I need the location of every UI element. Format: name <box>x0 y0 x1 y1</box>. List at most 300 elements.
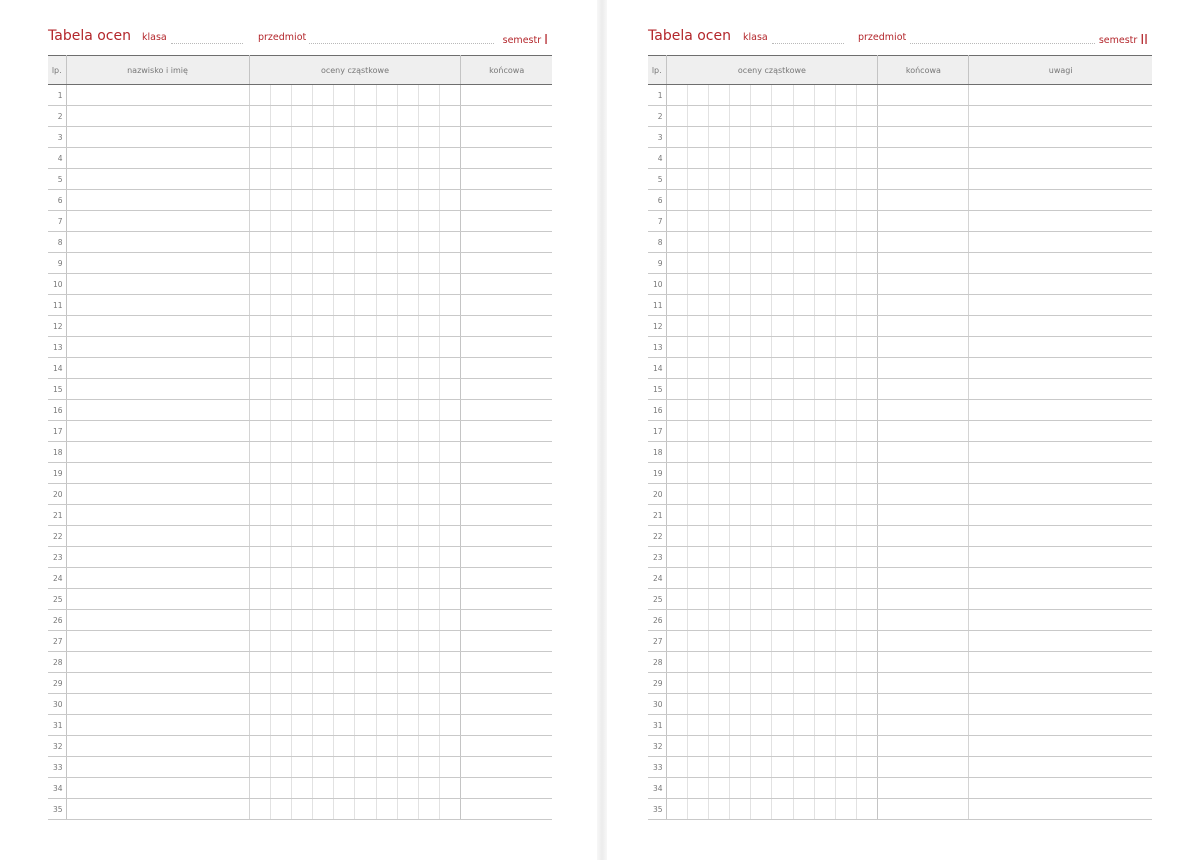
partial-grade-cell[interactable] <box>772 232 793 253</box>
partial-grade-cell[interactable] <box>772 463 793 484</box>
partial-grade-cell[interactable] <box>708 421 729 442</box>
name-cell[interactable] <box>66 148 249 169</box>
partial-grade-cell[interactable] <box>376 232 397 253</box>
final-grade-cell[interactable] <box>878 190 969 211</box>
partial-grade-cell[interactable] <box>751 799 772 820</box>
partial-grade-cell[interactable] <box>708 85 729 106</box>
final-grade-cell[interactable] <box>878 316 969 337</box>
partial-grade-cell[interactable] <box>440 358 461 379</box>
final-grade-cell[interactable] <box>461 799 552 820</box>
partial-grade-cell[interactable] <box>708 799 729 820</box>
final-grade-cell[interactable] <box>878 253 969 274</box>
partial-grade-cell[interactable] <box>440 694 461 715</box>
partial-grade-cell[interactable] <box>814 484 835 505</box>
partial-grade-cell[interactable] <box>814 295 835 316</box>
partial-grade-cell[interactable] <box>334 358 355 379</box>
partial-grade-cell[interactable] <box>313 526 334 547</box>
partial-grade-cell[interactable] <box>836 232 857 253</box>
partial-grade-cell[interactable] <box>249 316 270 337</box>
final-grade-cell[interactable] <box>461 169 552 190</box>
final-grade-cell[interactable] <box>878 421 969 442</box>
partial-grade-cell[interactable] <box>419 799 440 820</box>
partial-grade-cell[interactable] <box>291 106 312 127</box>
partial-grade-cell[interactable] <box>270 505 291 526</box>
partial-grade-cell[interactable] <box>440 463 461 484</box>
partial-grade-cell[interactable] <box>270 778 291 799</box>
partial-grade-cell[interactable] <box>291 652 312 673</box>
final-grade-cell[interactable] <box>461 673 552 694</box>
name-cell[interactable] <box>66 442 249 463</box>
partial-grade-cell[interactable] <box>666 190 687 211</box>
partial-grade-cell[interactable] <box>249 232 270 253</box>
partial-grade-cell[interactable] <box>313 274 334 295</box>
notes-cell[interactable] <box>969 673 1152 694</box>
final-grade-cell[interactable] <box>461 526 552 547</box>
partial-grade-cell[interactable] <box>836 337 857 358</box>
name-cell[interactable] <box>66 211 249 232</box>
partial-grade-cell[interactable] <box>687 106 708 127</box>
partial-grade-cell[interactable] <box>291 127 312 148</box>
partial-grade-cell[interactable] <box>419 484 440 505</box>
partial-grade-cell[interactable] <box>730 610 751 631</box>
partial-grade-cell[interactable] <box>814 400 835 421</box>
partial-grade-cell[interactable] <box>397 526 418 547</box>
partial-grade-cell[interactable] <box>334 169 355 190</box>
partial-grade-cell[interactable] <box>440 190 461 211</box>
partial-grade-cell[interactable] <box>270 148 291 169</box>
partial-grade-cell[interactable] <box>730 505 751 526</box>
final-grade-cell[interactable] <box>878 589 969 610</box>
partial-grade-cell[interactable] <box>751 379 772 400</box>
partial-grade-cell[interactable] <box>355 652 376 673</box>
final-grade-cell[interactable] <box>461 337 552 358</box>
final-grade-cell[interactable] <box>878 232 969 253</box>
partial-grade-cell[interactable] <box>793 631 814 652</box>
partial-grade-cell[interactable] <box>814 757 835 778</box>
partial-grade-cell[interactable] <box>836 211 857 232</box>
partial-grade-cell[interactable] <box>270 673 291 694</box>
name-cell[interactable] <box>66 127 249 148</box>
partial-grade-cell[interactable] <box>249 547 270 568</box>
partial-grade-cell[interactable] <box>751 715 772 736</box>
partial-grade-cell[interactable] <box>355 148 376 169</box>
partial-grade-cell[interactable] <box>772 400 793 421</box>
partial-grade-cell[interactable] <box>376 484 397 505</box>
partial-grade-cell[interactable] <box>419 547 440 568</box>
partial-grade-cell[interactable] <box>313 694 334 715</box>
name-cell[interactable] <box>66 316 249 337</box>
partial-grade-cell[interactable] <box>666 316 687 337</box>
notes-cell[interactable] <box>969 799 1152 820</box>
partial-grade-cell[interactable] <box>249 778 270 799</box>
partial-grade-cell[interactable] <box>419 379 440 400</box>
partial-grade-cell[interactable] <box>355 190 376 211</box>
partial-grade-cell[interactable] <box>419 148 440 169</box>
final-grade-cell[interactable] <box>878 211 969 232</box>
partial-grade-cell[interactable] <box>687 442 708 463</box>
partial-grade-cell[interactable] <box>708 337 729 358</box>
partial-grade-cell[interactable] <box>857 169 878 190</box>
partial-grade-cell[interactable] <box>419 505 440 526</box>
partial-grade-cell[interactable] <box>772 694 793 715</box>
partial-grade-cell[interactable] <box>397 127 418 148</box>
partial-grade-cell[interactable] <box>836 715 857 736</box>
partial-grade-cell[interactable] <box>751 295 772 316</box>
name-cell[interactable] <box>66 85 249 106</box>
partial-grade-cell[interactable] <box>687 211 708 232</box>
partial-grade-cell[interactable] <box>376 610 397 631</box>
partial-grade-cell[interactable] <box>376 400 397 421</box>
partial-grade-cell[interactable] <box>313 736 334 757</box>
partial-grade-cell[interactable] <box>793 190 814 211</box>
partial-grade-cell[interactable] <box>751 736 772 757</box>
final-grade-cell[interactable] <box>461 190 552 211</box>
partial-grade-cell[interactable] <box>249 463 270 484</box>
partial-grade-cell[interactable] <box>355 274 376 295</box>
partial-grade-cell[interactable] <box>708 400 729 421</box>
partial-grade-cell[interactable] <box>666 211 687 232</box>
partial-grade-cell[interactable] <box>666 127 687 148</box>
partial-grade-cell[interactable] <box>440 253 461 274</box>
partial-grade-cell[interactable] <box>751 694 772 715</box>
partial-grade-cell[interactable] <box>687 148 708 169</box>
partial-grade-cell[interactable] <box>291 421 312 442</box>
partial-grade-cell[interactable] <box>730 547 751 568</box>
partial-grade-cell[interactable] <box>708 589 729 610</box>
partial-grade-cell[interactable] <box>857 337 878 358</box>
partial-grade-cell[interactable] <box>291 148 312 169</box>
notes-cell[interactable] <box>969 337 1152 358</box>
partial-grade-cell[interactable] <box>376 505 397 526</box>
partial-grade-cell[interactable] <box>751 400 772 421</box>
partial-grade-cell[interactable] <box>440 484 461 505</box>
partial-grade-cell[interactable] <box>814 547 835 568</box>
partial-grade-cell[interactable] <box>355 337 376 358</box>
partial-grade-cell[interactable] <box>814 316 835 337</box>
partial-grade-cell[interactable] <box>687 505 708 526</box>
notes-cell[interactable] <box>969 652 1152 673</box>
partial-grade-cell[interactable] <box>291 526 312 547</box>
partial-grade-cell[interactable] <box>857 253 878 274</box>
partial-grade-cell[interactable] <box>249 106 270 127</box>
partial-grade-cell[interactable] <box>793 799 814 820</box>
partial-grade-cell[interactable] <box>334 232 355 253</box>
partial-grade-cell[interactable] <box>751 757 772 778</box>
partial-grade-cell[interactable] <box>772 127 793 148</box>
partial-grade-cell[interactable] <box>419 652 440 673</box>
partial-grade-cell[interactable] <box>793 337 814 358</box>
partial-grade-cell[interactable] <box>291 169 312 190</box>
partial-grade-cell[interactable] <box>666 274 687 295</box>
partial-grade-cell[interactable] <box>772 253 793 274</box>
partial-grade-cell[interactable] <box>397 106 418 127</box>
partial-grade-cell[interactable] <box>313 463 334 484</box>
partial-grade-cell[interactable] <box>291 337 312 358</box>
final-grade-cell[interactable] <box>878 736 969 757</box>
partial-grade-cell[interactable] <box>666 421 687 442</box>
final-grade-cell[interactable] <box>461 589 552 610</box>
partial-grade-cell[interactable] <box>814 148 835 169</box>
partial-grade-cell[interactable] <box>376 127 397 148</box>
partial-grade-cell[interactable] <box>814 379 835 400</box>
name-cell[interactable] <box>66 484 249 505</box>
partial-grade-cell[interactable] <box>772 421 793 442</box>
partial-grade-cell[interactable] <box>313 148 334 169</box>
partial-grade-cell[interactable] <box>751 673 772 694</box>
partial-grade-cell[interactable] <box>397 85 418 106</box>
partial-grade-cell[interactable] <box>249 337 270 358</box>
name-cell[interactable] <box>66 295 249 316</box>
partial-grade-cell[interactable] <box>313 589 334 610</box>
partial-grade-cell[interactable] <box>440 85 461 106</box>
name-cell[interactable] <box>66 106 249 127</box>
partial-grade-cell[interactable] <box>249 148 270 169</box>
partial-grade-cell[interactable] <box>397 757 418 778</box>
partial-grade-cell[interactable] <box>376 715 397 736</box>
partial-grade-cell[interactable] <box>687 694 708 715</box>
partial-grade-cell[interactable] <box>793 295 814 316</box>
partial-grade-cell[interactable] <box>334 652 355 673</box>
partial-grade-cell[interactable] <box>708 526 729 547</box>
partial-grade-cell[interactable] <box>836 379 857 400</box>
partial-grade-cell[interactable] <box>772 85 793 106</box>
partial-grade-cell[interactable] <box>334 421 355 442</box>
partial-grade-cell[interactable] <box>376 421 397 442</box>
partial-grade-cell[interactable] <box>857 589 878 610</box>
partial-grade-cell[interactable] <box>836 169 857 190</box>
partial-grade-cell[interactable] <box>687 568 708 589</box>
partial-grade-cell[interactable] <box>772 211 793 232</box>
partial-grade-cell[interactable] <box>440 547 461 568</box>
partial-grade-cell[interactable] <box>687 358 708 379</box>
partial-grade-cell[interactable] <box>291 400 312 421</box>
partial-grade-cell[interactable] <box>313 169 334 190</box>
partial-grade-cell[interactable] <box>270 484 291 505</box>
partial-grade-cell[interactable] <box>270 652 291 673</box>
partial-grade-cell[interactable] <box>730 589 751 610</box>
partial-grade-cell[interactable] <box>814 505 835 526</box>
partial-grade-cell[interactable] <box>751 526 772 547</box>
partial-grade-cell[interactable] <box>751 778 772 799</box>
partial-grade-cell[interactable] <box>419 253 440 274</box>
partial-grade-cell[interactable] <box>836 547 857 568</box>
final-grade-cell[interactable] <box>878 610 969 631</box>
partial-grade-cell[interactable] <box>397 463 418 484</box>
partial-grade-cell[interactable] <box>355 505 376 526</box>
partial-grade-cell[interactable] <box>397 274 418 295</box>
partial-grade-cell[interactable] <box>334 631 355 652</box>
partial-grade-cell[interactable] <box>687 274 708 295</box>
partial-grade-cell[interactable] <box>666 778 687 799</box>
partial-grade-cell[interactable] <box>793 673 814 694</box>
partial-grade-cell[interactable] <box>772 505 793 526</box>
partial-grade-cell[interactable] <box>857 358 878 379</box>
partial-grade-cell[interactable] <box>793 85 814 106</box>
partial-grade-cell[interactable] <box>440 631 461 652</box>
partial-grade-cell[interactable] <box>708 778 729 799</box>
partial-grade-cell[interactable] <box>334 736 355 757</box>
partial-grade-cell[interactable] <box>313 106 334 127</box>
final-grade-cell[interactable] <box>878 169 969 190</box>
partial-grade-cell[interactable] <box>793 148 814 169</box>
partial-grade-cell[interactable] <box>440 526 461 547</box>
partial-grade-cell[interactable] <box>440 715 461 736</box>
partial-grade-cell[interactable] <box>419 295 440 316</box>
final-grade-cell[interactable] <box>461 631 552 652</box>
final-grade-cell[interactable] <box>878 148 969 169</box>
partial-grade-cell[interactable] <box>291 358 312 379</box>
partial-grade-cell[interactable] <box>708 694 729 715</box>
partial-grade-cell[interactable] <box>419 442 440 463</box>
partial-grade-cell[interactable] <box>419 400 440 421</box>
partial-grade-cell[interactable] <box>249 505 270 526</box>
partial-grade-cell[interactable] <box>666 358 687 379</box>
partial-grade-cell[interactable] <box>814 778 835 799</box>
partial-grade-cell[interactable] <box>419 463 440 484</box>
name-cell[interactable] <box>66 337 249 358</box>
partial-grade-cell[interactable] <box>376 148 397 169</box>
partial-grade-cell[interactable] <box>313 673 334 694</box>
partial-grade-cell[interactable] <box>687 526 708 547</box>
partial-grade-cell[interactable] <box>836 799 857 820</box>
final-grade-cell[interactable] <box>461 505 552 526</box>
partial-grade-cell[interactable] <box>751 421 772 442</box>
partial-grade-cell[interactable] <box>291 274 312 295</box>
final-grade-cell[interactable] <box>461 778 552 799</box>
partial-grade-cell[interactable] <box>857 190 878 211</box>
partial-grade-cell[interactable] <box>376 85 397 106</box>
partial-grade-cell[interactable] <box>793 442 814 463</box>
notes-cell[interactable] <box>969 421 1152 442</box>
partial-grade-cell[interactable] <box>291 85 312 106</box>
partial-grade-cell[interactable] <box>397 379 418 400</box>
partial-grade-cell[interactable] <box>270 757 291 778</box>
partial-grade-cell[interactable] <box>355 673 376 694</box>
partial-grade-cell[interactable] <box>751 85 772 106</box>
final-grade-cell[interactable] <box>878 442 969 463</box>
partial-grade-cell[interactable] <box>249 379 270 400</box>
partial-grade-cell[interactable] <box>440 589 461 610</box>
name-cell[interactable] <box>66 694 249 715</box>
partial-grade-cell[interactable] <box>440 211 461 232</box>
final-grade-cell[interactable] <box>878 757 969 778</box>
partial-grade-cell[interactable] <box>376 778 397 799</box>
partial-grade-cell[interactable] <box>814 169 835 190</box>
partial-grade-cell[interactable] <box>814 253 835 274</box>
partial-grade-cell[interactable] <box>857 505 878 526</box>
name-cell[interactable] <box>66 652 249 673</box>
partial-grade-cell[interactable] <box>730 232 751 253</box>
partial-grade-cell[interactable] <box>814 190 835 211</box>
partial-grade-cell[interactable] <box>397 652 418 673</box>
partial-grade-cell[interactable] <box>376 694 397 715</box>
partial-grade-cell[interactable] <box>730 421 751 442</box>
partial-grade-cell[interactable] <box>666 232 687 253</box>
partial-grade-cell[interactable] <box>836 316 857 337</box>
final-grade-cell[interactable] <box>878 526 969 547</box>
name-cell[interactable] <box>66 232 249 253</box>
final-grade-cell[interactable] <box>461 106 552 127</box>
final-grade-cell[interactable] <box>878 106 969 127</box>
partial-grade-cell[interactable] <box>249 295 270 316</box>
partial-grade-cell[interactable] <box>270 106 291 127</box>
partial-grade-cell[interactable] <box>313 337 334 358</box>
partial-grade-cell[interactable] <box>355 799 376 820</box>
partial-grade-cell[interactable] <box>836 85 857 106</box>
partial-grade-cell[interactable] <box>440 736 461 757</box>
partial-grade-cell[interactable] <box>666 337 687 358</box>
partial-grade-cell[interactable] <box>376 106 397 127</box>
partial-grade-cell[interactable] <box>751 232 772 253</box>
partial-grade-cell[interactable] <box>814 610 835 631</box>
partial-grade-cell[interactable] <box>334 190 355 211</box>
partial-grade-cell[interactable] <box>836 757 857 778</box>
partial-grade-cell[interactable] <box>708 169 729 190</box>
partial-grade-cell[interactable] <box>793 358 814 379</box>
partial-grade-cell[interactable] <box>751 337 772 358</box>
partial-grade-cell[interactable] <box>857 631 878 652</box>
final-grade-cell[interactable] <box>878 547 969 568</box>
partial-grade-cell[interactable] <box>419 757 440 778</box>
partial-grade-cell[interactable] <box>249 715 270 736</box>
partial-grade-cell[interactable] <box>836 673 857 694</box>
partial-grade-cell[interactable] <box>270 421 291 442</box>
partial-grade-cell[interactable] <box>334 127 355 148</box>
partial-grade-cell[interactable] <box>440 316 461 337</box>
partial-grade-cell[interactable] <box>836 778 857 799</box>
przedmiot-field[interactable] <box>309 43 494 44</box>
partial-grade-cell[interactable] <box>730 400 751 421</box>
partial-grade-cell[interactable] <box>772 736 793 757</box>
partial-grade-cell[interactable] <box>730 484 751 505</box>
partial-grade-cell[interactable] <box>419 736 440 757</box>
name-cell[interactable] <box>66 673 249 694</box>
partial-grade-cell[interactable] <box>793 232 814 253</box>
final-grade-cell[interactable] <box>878 295 969 316</box>
partial-grade-cell[interactable] <box>836 295 857 316</box>
partial-grade-cell[interactable] <box>857 442 878 463</box>
partial-grade-cell[interactable] <box>376 379 397 400</box>
partial-grade-cell[interactable] <box>291 799 312 820</box>
partial-grade-cell[interactable] <box>270 85 291 106</box>
partial-grade-cell[interactable] <box>772 757 793 778</box>
partial-grade-cell[interactable] <box>730 673 751 694</box>
partial-grade-cell[interactable] <box>793 169 814 190</box>
partial-grade-cell[interactable] <box>419 694 440 715</box>
partial-grade-cell[interactable] <box>270 358 291 379</box>
partial-grade-cell[interactable] <box>419 169 440 190</box>
partial-grade-cell[interactable] <box>334 253 355 274</box>
partial-grade-cell[interactable] <box>730 190 751 211</box>
partial-grade-cell[interactable] <box>793 421 814 442</box>
partial-grade-cell[interactable] <box>730 358 751 379</box>
partial-grade-cell[interactable] <box>376 526 397 547</box>
partial-grade-cell[interactable] <box>772 337 793 358</box>
partial-grade-cell[interactable] <box>857 610 878 631</box>
partial-grade-cell[interactable] <box>687 715 708 736</box>
notes-cell[interactable] <box>969 694 1152 715</box>
partial-grade-cell[interactable] <box>730 253 751 274</box>
partial-grade-cell[interactable] <box>440 421 461 442</box>
partial-grade-cell[interactable] <box>687 547 708 568</box>
partial-grade-cell[interactable] <box>857 694 878 715</box>
partial-grade-cell[interactable] <box>440 169 461 190</box>
partial-grade-cell[interactable] <box>793 253 814 274</box>
partial-grade-cell[interactable] <box>751 106 772 127</box>
name-cell[interactable] <box>66 463 249 484</box>
partial-grade-cell[interactable] <box>313 127 334 148</box>
partial-grade-cell[interactable] <box>857 211 878 232</box>
